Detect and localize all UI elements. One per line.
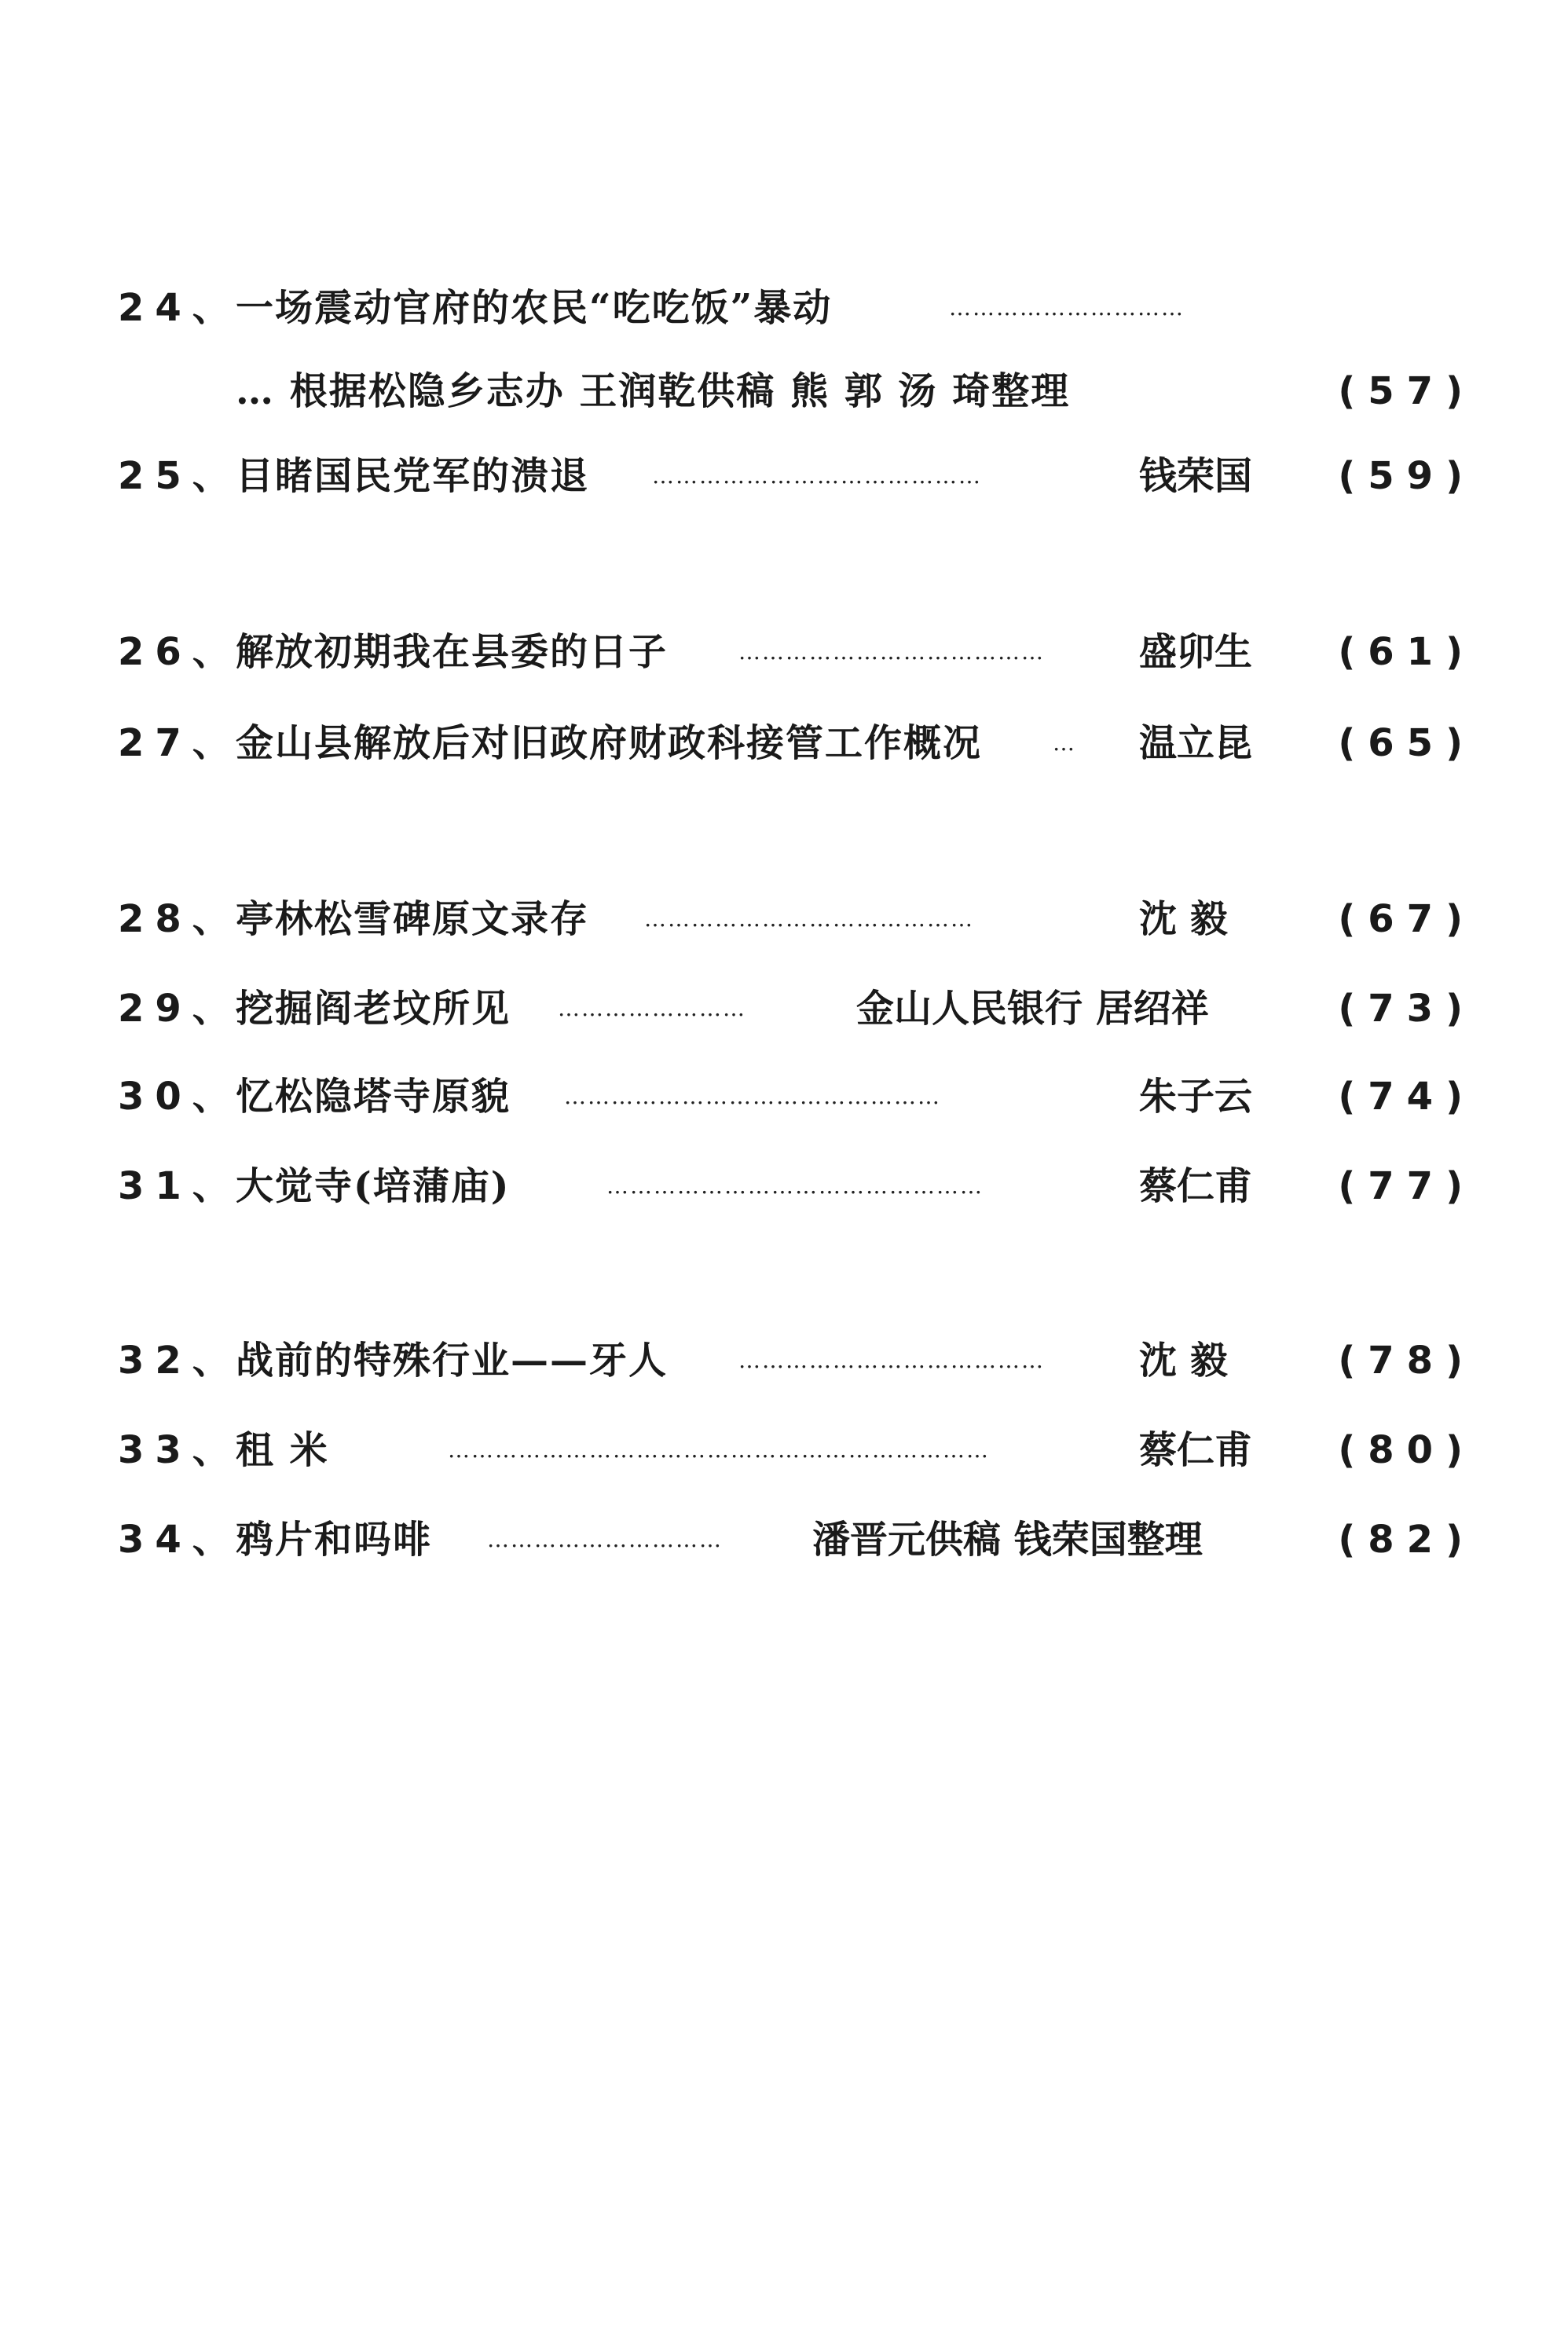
toc-entry-28	[0, 888, 1568, 951]
entry-title: 挖掘阎老坟所见	[236, 987, 511, 1031]
toc-entry-27	[0, 712, 1568, 775]
entry-author: 蔡仁甫	[1139, 1164, 1253, 1208]
toc-entry-30	[0, 1065, 1568, 1128]
entry-number: 29、	[118, 987, 241, 1031]
entry-number: 30、	[118, 1075, 241, 1119]
toc-entry-25	[0, 445, 1568, 507]
entry-number: 24、	[118, 286, 241, 330]
entry-page: (61)	[1338, 630, 1475, 674]
entry-page: (74)	[1338, 1075, 1475, 1119]
entry-author: 钱荣国	[1139, 454, 1253, 498]
leader-dots: …	[1053, 730, 1076, 756]
entry-page: (57)	[1338, 369, 1475, 413]
leader-dots: …………………………………………	[564, 1083, 941, 1109]
entry-number: 34、	[118, 1518, 241, 1562]
entry-author: 温立昆	[1139, 721, 1253, 765]
entry-title: 大觉寺(培蒲庙)	[236, 1164, 511, 1208]
entry-number: 33、	[118, 1428, 241, 1472]
entry-number: 32、	[118, 1339, 241, 1383]
entry-page: (67)	[1338, 897, 1475, 941]
entry-credit: … 根据松隐乡志办 王润乾供稿 熊 郭 汤 琦整理	[236, 369, 1071, 413]
entry-author: 朱子云	[1139, 1075, 1253, 1119]
leader-dots: …………………………	[487, 1526, 723, 1552]
leader-dots: ……………………………………	[652, 463, 982, 489]
entry-author: 潘晋元供稿 钱荣国整理	[812, 1518, 1203, 1562]
entry-title: 租 米	[236, 1428, 329, 1472]
entry-author: 沈 毅	[1139, 1339, 1228, 1383]
entry-page: (59)	[1338, 454, 1475, 498]
leader-dots: ……………………………………………………………	[448, 1437, 990, 1463]
entry-author: 蔡仁甫	[1139, 1428, 1253, 1472]
entry-number: 26、	[118, 630, 241, 674]
entry-title: 战前的特殊行业——牙人	[236, 1339, 669, 1383]
toc-entry-32	[0, 1329, 1568, 1392]
leader-dots: ……………………………………	[644, 906, 974, 932]
toc-entry-33	[0, 1419, 1568, 1482]
entry-title: 鸦片和吗啡	[236, 1518, 433, 1562]
entry-title: 一场震动官府的农民“吃吃饭”暴动	[236, 286, 833, 330]
entry-page: (77)	[1338, 1164, 1475, 1208]
leader-dots: …………………………………	[738, 1347, 1045, 1373]
toc-entry-31	[0, 1155, 1568, 1218]
toc-entry-24-credit	[0, 360, 1568, 423]
toc-entry-34	[0, 1508, 1568, 1571]
entry-title: 目睹国民党军的溃退	[236, 454, 590, 498]
entry-title: 金山县解放后对旧政府财政科接管工作概况	[236, 721, 983, 765]
toc-entry-24	[0, 277, 1568, 339]
entry-title: 亭林松雪碑原文录存	[236, 897, 590, 941]
entry-number: 27、	[118, 721, 241, 765]
entry-number: 25、	[118, 454, 241, 498]
entry-author: 金山人民银行 居绍祥	[856, 987, 1209, 1031]
entry-author: 沈 毅	[1139, 897, 1228, 941]
leader-dots: …………………………………………	[606, 1173, 984, 1199]
entry-title: 解放初期我在县委的日子	[236, 630, 669, 674]
leader-dots: ……………………	[558, 995, 746, 1021]
entry-number: 31、	[118, 1164, 241, 1208]
entry-page: (73)	[1338, 987, 1475, 1031]
leader-dots: …………………………	[949, 295, 1185, 321]
entry-page: (82)	[1338, 1518, 1475, 1562]
entry-page: (65)	[1338, 721, 1475, 765]
entry-page: (80)	[1338, 1428, 1475, 1472]
entry-title: 忆松隐塔寺原貌	[236, 1075, 511, 1119]
entry-page: (78)	[1338, 1339, 1475, 1383]
entry-number: 28、	[118, 897, 241, 941]
leader-dots: …………………………………	[738, 639, 1045, 665]
entry-author: 盛卯生	[1139, 630, 1253, 674]
toc-entry-29	[0, 977, 1568, 1040]
toc-entry-26	[0, 621, 1568, 683]
